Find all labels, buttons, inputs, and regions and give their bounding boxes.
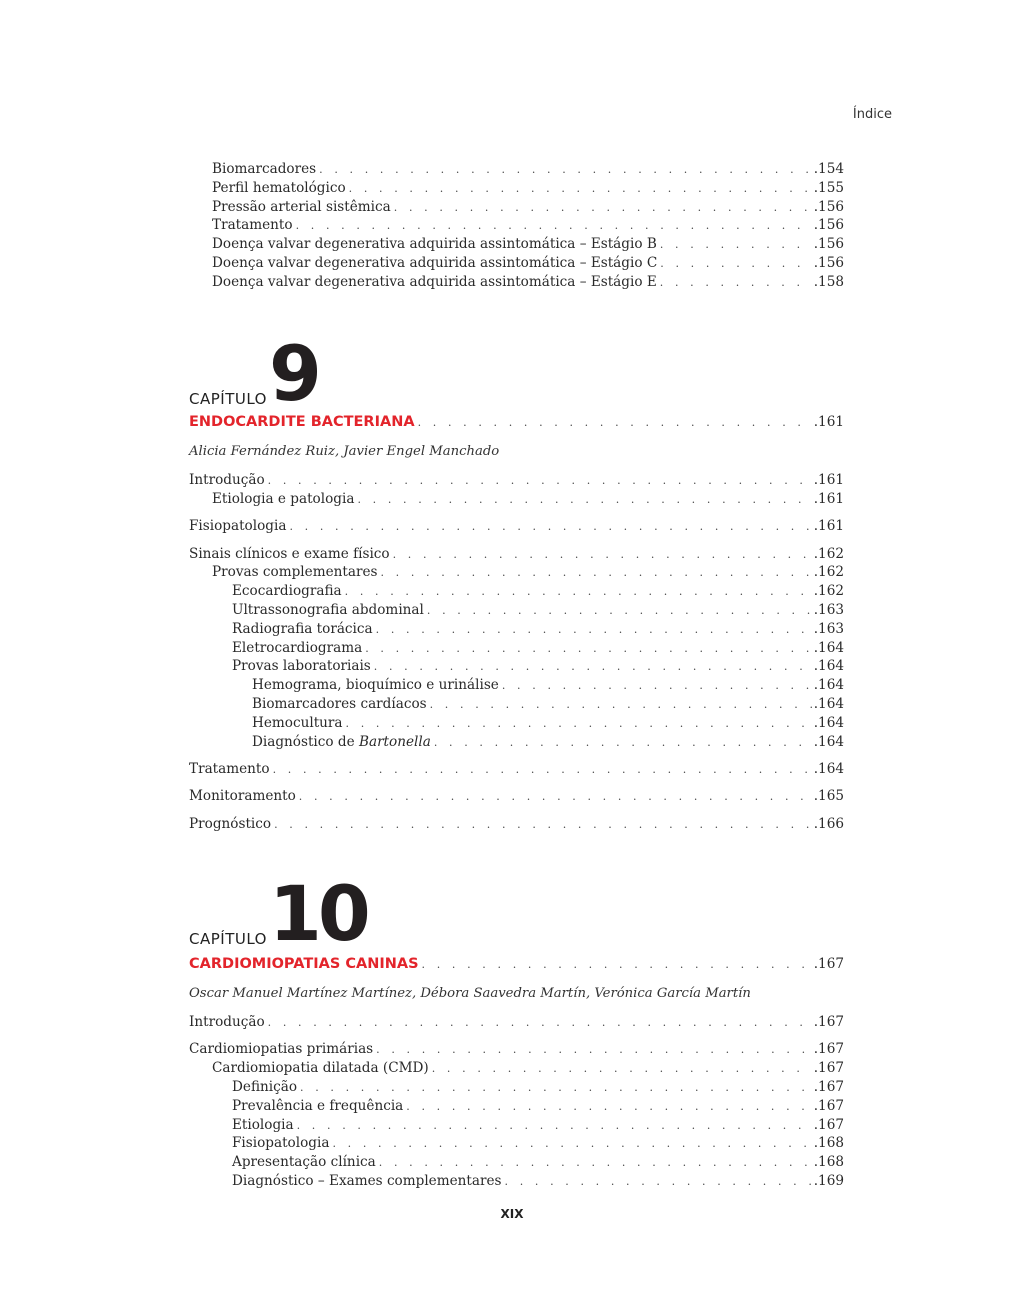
toc-entry-page: .167 <box>813 1014 844 1030</box>
toc-entry-label: Diagnóstico – Exames complementares <box>232 1172 502 1189</box>
chapter-9-heading <box>189 329 318 418</box>
leader-dots <box>394 199 812 218</box>
toc-entry-page: .164 <box>813 658 844 675</box>
chapter-title: CARDIOMIOPATIAS CANINAS <box>189 956 419 972</box>
toc-entry[interactable] <box>189 1078 844 1097</box>
toc-entry-page: .163 <box>813 620 844 637</box>
toc-entry[interactable] <box>189 1097 844 1116</box>
toc-entry-page: .156 <box>813 198 844 215</box>
toc-entry-label: Provas complementares <box>212 564 378 581</box>
toc-entry[interactable] <box>189 733 844 752</box>
chapter-number: 9 <box>268 329 318 418</box>
leader-dots <box>345 583 812 602</box>
toc-entry-label: Fisiopatologia <box>189 518 287 535</box>
toc-entry[interactable] <box>189 1153 844 1172</box>
leader-dots <box>502 677 812 696</box>
leader-dots <box>374 658 812 677</box>
leader-dots <box>393 546 812 565</box>
toc-entry-label: Doença valvar degenerativa adquirida assintomática – Estágio E <box>212 273 657 290</box>
chapter-label: CAPÍTULO <box>189 930 267 948</box>
chapter-10-title-row[interactable] <box>189 956 844 978</box>
toc-entry-label: Cardiomiopatias primárias <box>189 1041 374 1058</box>
toc-entry[interactable] <box>189 620 844 639</box>
toc-entry-page: .167 <box>813 1078 844 1095</box>
toc-entry-label: Doença valvar degenerativa adquirida assintomática – Estágio C <box>212 254 658 271</box>
toc-entry-label: Tratamento <box>212 217 293 234</box>
leader-dots <box>660 274 812 293</box>
toc-entry-label: Prevalência e frequência <box>232 1097 404 1114</box>
leader-dots <box>289 518 811 537</box>
chapter-title-page: .167 <box>813 956 844 972</box>
chapter-9-authors: Alicia Fernández Ruiz, Javier Engel Manchado <box>189 444 500 459</box>
leader-dots <box>268 472 812 491</box>
toc-entry-page: .167 <box>813 1041 844 1058</box>
toc-entry-page: .164 <box>813 695 844 712</box>
chapter-title-page: .161 <box>813 414 844 430</box>
leader-dots <box>660 236 812 255</box>
leader-dots <box>379 1154 812 1173</box>
leader-dots <box>273 761 812 780</box>
toc-entry-label: Prognóstico <box>189 815 272 832</box>
toc-entry-label: Definição <box>232 1078 298 1095</box>
toc-entry[interactable] <box>189 1172 844 1191</box>
toc-chapter-10 <box>189 1013 844 1191</box>
page-number: XIX <box>500 1207 524 1221</box>
toc-entry-page: .161 <box>813 518 844 535</box>
chapter-10-authors: Oscar Manuel Martínez Martínez, Débora Saavedra Martín, Verónica García Martín <box>189 986 751 1001</box>
toc-entry-label: Perfil hematológico <box>212 179 346 196</box>
toc-entry-page: .156 <box>813 217 844 234</box>
toc-entry[interactable] <box>189 1013 844 1032</box>
leader-dots <box>299 788 812 807</box>
toc-entry-label: Provas laboratoriais <box>232 658 371 675</box>
toc-entry-label: Cardiomiopatia dilatada (CMD) <box>212 1060 429 1077</box>
toc-continuation <box>189 160 844 292</box>
toc-entry-page: .161 <box>813 490 844 507</box>
toc-entry[interactable] <box>189 198 844 217</box>
toc-entry[interactable] <box>189 695 844 714</box>
leader-dots <box>376 1041 812 1060</box>
toc-entry-page: .168 <box>813 1135 844 1152</box>
toc-entry-page: .156 <box>813 236 844 253</box>
toc-entry-page: .164 <box>813 677 844 694</box>
leader-dots <box>432 1060 812 1079</box>
toc-entry-page: .164 <box>813 639 844 656</box>
leader-dots <box>296 217 812 236</box>
toc-entry[interactable] <box>189 714 844 733</box>
toc-entry-label: Ecocardiografia <box>232 583 342 600</box>
toc-entry-label: Eletrocardiograma <box>232 639 363 656</box>
toc-entry-label: Fisiopatologia <box>232 1135 330 1152</box>
toc-entry-label: Etiologia e patologia <box>212 490 355 507</box>
leader-dots <box>274 816 812 835</box>
leader-dots <box>319 161 812 180</box>
toc-entry-label <box>252 733 434 752</box>
leader-dots <box>349 180 812 199</box>
toc-entry-page: .162 <box>813 545 844 562</box>
leader-dots <box>422 958 812 971</box>
toc-entry[interactable] <box>189 273 844 292</box>
toc-entry-label: Hemograma, bioquímico e urinálise <box>252 677 499 694</box>
running-head: Índice <box>852 107 892 122</box>
toc-entry-page: .158 <box>813 273 844 290</box>
toc-entry-page: .154 <box>813 161 844 177</box>
toc-entry-label: Ultrassonografia abdominal <box>232 601 424 618</box>
toc-entry-page: .167 <box>813 1060 844 1077</box>
toc-entry[interactable] <box>189 787 844 806</box>
toc-entry-page: .168 <box>813 1154 844 1171</box>
toc-entry-label: Introdução <box>189 1014 265 1030</box>
toc-entry[interactable] <box>189 254 844 273</box>
chapter-9-title-row[interactable] <box>189 414 844 436</box>
toc-entry-page: .169 <box>813 1172 844 1189</box>
leader-dots <box>297 1117 812 1136</box>
toc-entry-label: Biomarcadores cardíacos <box>252 695 427 712</box>
toc-entry-label: Monitoramento <box>189 788 296 805</box>
toc-entry-page: .167 <box>813 1097 844 1114</box>
toc-entry[interactable] <box>189 657 844 676</box>
leader-dots <box>357 491 811 510</box>
toc-entry-label: Introdução <box>189 472 265 488</box>
toc-entry-page: .164 <box>813 760 844 777</box>
toc-entry[interactable] <box>189 760 844 779</box>
toc-entry[interactable] <box>189 545 844 564</box>
leader-dots <box>365 640 812 659</box>
toc-entry[interactable] <box>189 563 844 582</box>
leader-dots <box>346 715 812 734</box>
leader-dots <box>434 734 812 753</box>
toc-entry-page: .165 <box>813 788 844 805</box>
toc-entry-page: .164 <box>813 714 844 731</box>
toc-entry-page: .162 <box>813 564 844 581</box>
toc-entry[interactable] <box>189 179 844 198</box>
leader-dots <box>380 564 811 583</box>
toc-entry-page: .166 <box>813 815 844 832</box>
leader-dots <box>300 1079 812 1098</box>
toc-entry[interactable] <box>189 582 844 601</box>
toc-entry[interactable] <box>189 1040 844 1059</box>
leader-dots <box>332 1135 811 1154</box>
toc-entry[interactable] <box>189 1059 844 1078</box>
chapter-number: 10 <box>268 869 367 958</box>
leader-dots <box>406 1098 811 1117</box>
toc-entry-label: Pressão arterial sistêmica <box>212 198 391 215</box>
toc-entry-page: .164 <box>813 733 844 750</box>
toc-entry[interactable] <box>189 235 844 254</box>
toc-entry-label: Radiografia torácica <box>232 620 373 637</box>
toc-entry-label: Sinais clínicos e exame físico <box>189 545 390 562</box>
toc-entry-page: .155 <box>813 179 844 196</box>
toc-entry-label-italic: Bartonella <box>358 733 431 750</box>
toc-entry[interactable] <box>189 160 844 179</box>
toc-entry[interactable] <box>189 1134 844 1153</box>
leader-dots <box>427 602 812 621</box>
toc-entry-page: .156 <box>813 254 844 271</box>
toc-entry[interactable] <box>189 676 844 695</box>
chapter-10-heading <box>189 869 367 958</box>
leader-dots <box>660 255 811 274</box>
toc-entry[interactable] <box>189 517 844 536</box>
toc-entry[interactable] <box>189 815 844 834</box>
toc-entry-label: Apresentação clínica <box>232 1154 376 1171</box>
toc-entry-label: Etiologia <box>232 1116 294 1133</box>
toc-entry-page: .162 <box>813 583 844 600</box>
toc-entry-label: Tratamento <box>189 760 270 777</box>
leader-dots <box>376 621 812 640</box>
toc-entry-label-text: Diagnóstico de <box>252 733 359 750</box>
chapter-label: CAPÍTULO <box>189 390 267 408</box>
toc-entry-page: .167 <box>813 1116 844 1133</box>
chapter-title: ENDOCARDITE BACTERIANA <box>189 414 415 430</box>
leader-dots <box>430 696 812 715</box>
toc-entry[interactable] <box>189 471 844 490</box>
toc-entry[interactable] <box>189 216 844 235</box>
toc-entry-page: .163 <box>813 601 844 618</box>
leader-dots <box>418 416 812 429</box>
toc-entry[interactable] <box>189 490 844 509</box>
toc-entry-label: Doença valvar degenerativa adquirida assintomática – Estágio B <box>212 236 657 253</box>
toc-entry-label: Hemocultura <box>252 714 343 731</box>
toc-entry[interactable] <box>189 601 844 620</box>
toc-chapter-9 <box>189 471 844 834</box>
toc-entry-page: .161 <box>813 472 844 488</box>
toc-entry[interactable] <box>189 1116 844 1135</box>
leader-dots <box>268 1014 812 1033</box>
toc-entry[interactable] <box>189 639 844 658</box>
leader-dots <box>505 1173 812 1192</box>
toc-entry-label: Biomarcadores <box>212 161 317 177</box>
